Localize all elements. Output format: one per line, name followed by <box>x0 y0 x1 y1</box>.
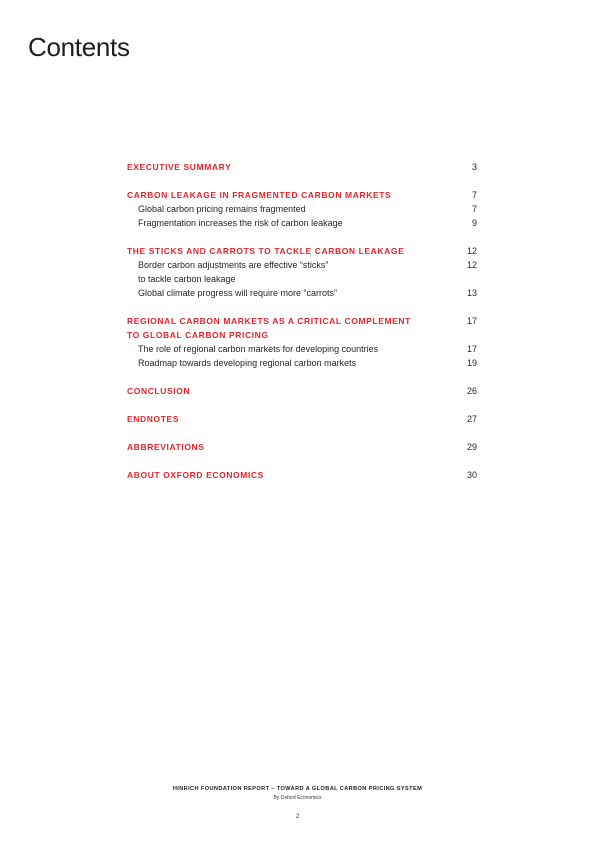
toc-subentry-label: Global carbon pricing remains fragmented <box>138 204 306 214</box>
toc-entry-regional-markets[interactable] <box>127 314 477 328</box>
toc-heading: CARBON LEAKAGE IN FRAGMENTED CARBON MARKETS <box>127 190 392 200</box>
toc-page-number: 30 <box>466 470 477 480</box>
page-title: Contents <box>28 32 130 62</box>
toc-page-number: 13 <box>466 288 477 298</box>
toc-subentry-label: to tackle carbon leakage <box>138 274 236 284</box>
toc-page-number: 12 <box>466 260 477 270</box>
toc-page-number: 3 <box>471 162 477 172</box>
toc-page-number: 27 <box>466 414 477 424</box>
toc-entry-conclusion[interactable] <box>127 384 477 398</box>
toc-subentry[interactable] <box>127 356 477 370</box>
toc-section-abbreviations <box>127 440 477 454</box>
toc-heading: ABBREVIATIONS <box>127 442 205 452</box>
toc-section-sticks-carrots <box>127 244 477 300</box>
toc-page-number: 12 <box>466 246 477 256</box>
toc-page-number: 17 <box>466 344 477 354</box>
toc-section-about <box>127 468 477 482</box>
toc-page-number: 7 <box>471 204 477 214</box>
footer-report-title: HINRICH FOUNDATION REPORT – TOWARD A GLOBAL CARBON PRICING SYSTEM <box>172 786 423 792</box>
toc-subentry[interactable] <box>127 258 477 272</box>
toc-entry-abbreviations[interactable] <box>127 440 477 454</box>
toc-subentry[interactable] <box>127 216 477 230</box>
toc-heading: CONCLUSION <box>127 386 191 396</box>
toc-page-number: 29 <box>466 442 477 452</box>
toc-page-number: 19 <box>466 358 477 368</box>
toc-section-executive-summary <box>127 160 477 174</box>
toc-section-conclusion <box>127 384 477 398</box>
toc-heading: ENDNOTES <box>127 414 180 424</box>
footer-page-number: 2 <box>295 813 300 820</box>
footer-by-line: By Oxford Economics <box>273 795 322 801</box>
toc-page-number: 9 <box>471 218 477 228</box>
toc-heading: EXECUTIVE SUMMARY <box>127 162 232 172</box>
toc-page-number: 17 <box>466 316 477 326</box>
toc-subentry[interactable] <box>127 202 477 216</box>
toc-heading: TO GLOBAL CARBON PRICING <box>127 330 269 340</box>
toc-subentry-label: The role of regional carbon markets for developing countries <box>138 344 379 354</box>
toc-page-number: 26 <box>466 386 477 396</box>
toc-subentry-label: Global climate progress will require more “carrots” <box>138 288 338 298</box>
toc-entry-endnotes[interactable] <box>127 412 477 426</box>
toc-heading: ABOUT OXFORD ECONOMICS <box>127 470 264 480</box>
toc-entry-about[interactable] <box>127 468 477 482</box>
toc-subentry[interactable] <box>127 286 477 300</box>
toc-entry-sticks-carrots[interactable] <box>127 244 477 258</box>
toc-subentry-continuation[interactable] <box>127 272 477 286</box>
toc-section-endnotes <box>127 412 477 426</box>
toc-entry-carbon-leakage[interactable] <box>127 188 477 202</box>
toc-section-regional-markets <box>127 314 477 370</box>
toc-subentry-label: Roadmap towards developing regional carbon markets <box>138 358 357 368</box>
table-of-contents <box>127 160 477 496</box>
toc-subentry[interactable] <box>127 342 477 356</box>
toc-subentry-label: Fragmentation increases the risk of carbon leakage <box>138 218 343 228</box>
toc-subentry-label: Border carbon adjustments are effective “sticks” <box>138 260 329 270</box>
toc-heading: THE STICKS AND CARROTS TO TACKLE CARBON LEAKAGE <box>127 246 405 256</box>
toc-heading: REGIONAL CARBON MARKETS AS A CRITICAL COMPLEMENT <box>127 316 411 326</box>
toc-page-number: 7 <box>471 190 477 200</box>
toc-entry-regional-markets-continuation[interactable] <box>127 328 477 342</box>
toc-entry-executive-summary[interactable] <box>127 160 477 174</box>
toc-section-carbon-leakage <box>127 188 477 230</box>
